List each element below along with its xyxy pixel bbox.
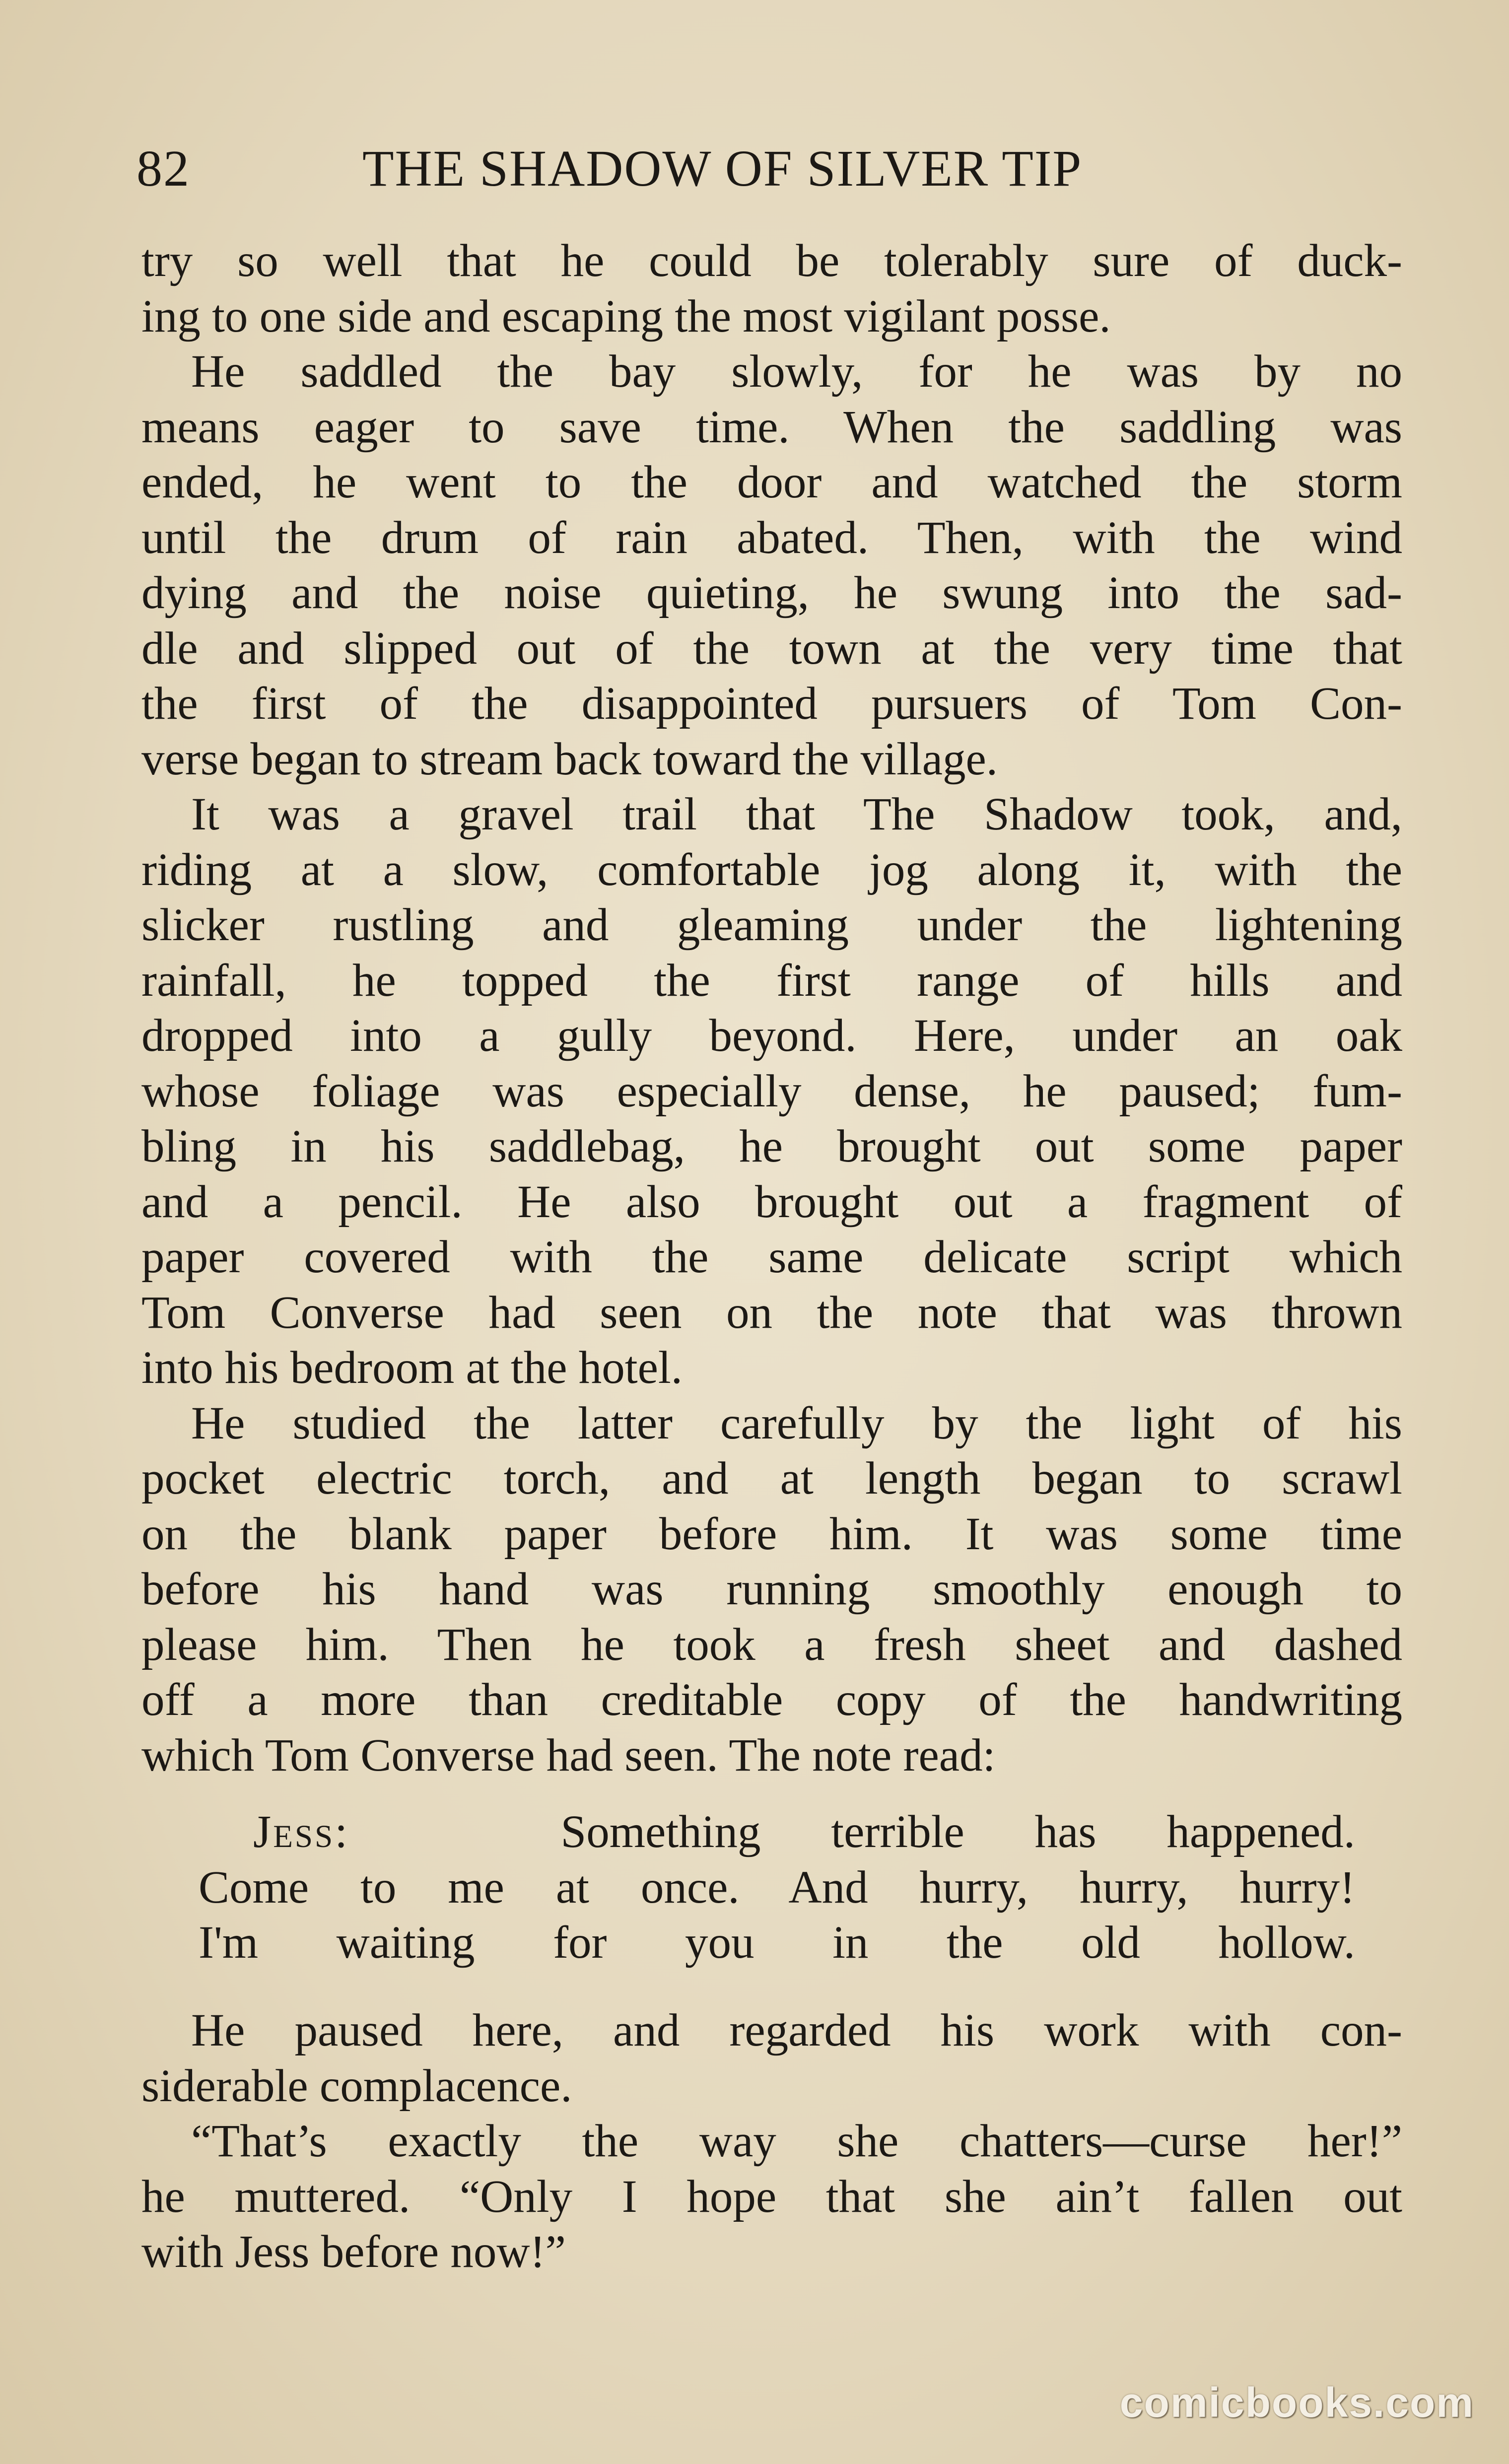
text-line: siderable complacence. (141, 2060, 572, 2112)
quoted-note (199, 1804, 1355, 1971)
text-line: He studied the latter carefully by the light of his (191, 1397, 1402, 1449)
note-line (199, 1804, 1355, 1860)
text-line: ing to one side and escaping the most vigilant posse. (141, 290, 1111, 342)
page-number: 82 (137, 140, 190, 197)
text-line: “That’s exactly the way she chatters—curse her!” (191, 2116, 1402, 2167)
text-line: He paused here, and regarded his work with con- (191, 2005, 1402, 2056)
text-line: please him. Then he took a fresh sheet and dashed (141, 1619, 1402, 1670)
text-line: with Jess before now!” (141, 2226, 566, 2277)
text-line: try so well that he could be tolerably sure of duck- (141, 235, 1402, 286)
text-line: off a more than creditable copy of the handwriting (141, 1674, 1402, 1725)
note-line: Come to me at once. And hurry, hurry, hurry! (199, 1861, 1355, 1913)
text-line: dle and slipped out of the town at the very time that (141, 622, 1402, 674)
text-line: which Tom Converse had seen. The note read: (141, 1729, 996, 1781)
text-line: bling in his saddlebag, he brought out some paper (141, 1121, 1402, 1172)
text-line: Tom Converse had seen on the note that was thrown (141, 1287, 1402, 1338)
note-text: Something terrible has happened. (560, 1806, 1355, 1857)
text-line: he muttered. “Only I hope that she ain’t fallen out (141, 2171, 1402, 2222)
text-line: before his hand was running smoothly enough to (141, 1564, 1402, 1615)
text-line: rainfall, he topped the first range of hills and (141, 955, 1402, 1006)
watermark: comicbooks.com (1119, 2379, 1474, 2426)
text-line: dying and the noise quieting, he swung into the sad- (141, 567, 1402, 618)
text-line: pocket electric torch, and at length began to scrawl (141, 1453, 1402, 1504)
body-text (141, 233, 1402, 1783)
note-line: I'm waiting for you in the old hollow. (199, 1917, 1355, 1968)
text-line: whose foliage was especially dense, he paused; fum- (141, 1065, 1402, 1117)
text-line: until the drum of rain abated. Then, with the wind (141, 512, 1402, 563)
running-title: THE SHADOW OF SILVER TIP (362, 140, 1083, 197)
closing-text (141, 2003, 1402, 2280)
text-line: and a pencil. He also brought out a fragment of (141, 1176, 1402, 1228)
text-line: It was a gravel trail that The Shadow took, and, (191, 789, 1402, 840)
text-line: slicker rustling and gleaming under the lightening (141, 899, 1402, 951)
text-line: He saddled the bay slowly, for he was by no (191, 346, 1402, 397)
note-salutation: Jess: (253, 1806, 350, 1857)
text-line: the first of the disappointed pursuers of Tom Con- (141, 678, 1402, 729)
text-line: riding at a slow, comfortable jog along it, with the (141, 844, 1402, 895)
text-line: means eager to save time. When the saddling was (141, 401, 1402, 453)
text-line: paper covered with the same delicate script which (141, 1232, 1402, 1283)
text-line: dropped into a gully beyond. Here, under an oak (141, 1010, 1402, 1061)
text-line: ended, he went to the door and watched the storm (141, 457, 1402, 508)
text-line: verse began to stream back toward the village. (141, 733, 998, 785)
text-line: on the blank paper before him. It was some time (141, 1508, 1402, 1560)
page-header (137, 134, 1328, 204)
text-line: into his bedroom at the hotel. (141, 1342, 683, 1393)
